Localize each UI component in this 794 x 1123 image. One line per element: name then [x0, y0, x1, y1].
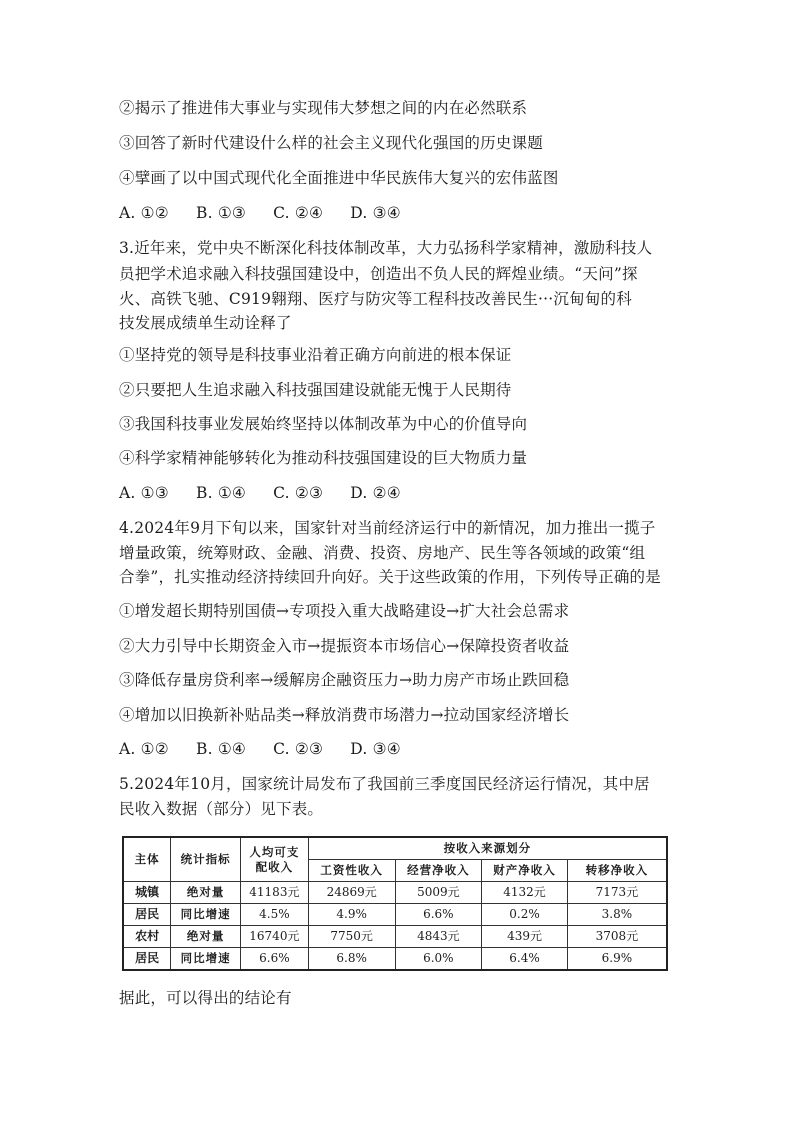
q4-option-4: ④增加以旧换新补贴品类→释放消费市场潜力→拉动国家经济增长 — [119, 706, 570, 724]
header-indicator: 统计指标 — [171, 837, 241, 882]
q2-option-4: ④擘画了以中国式现代化全面推进中华民族伟大复兴的宏伟蓝图 — [119, 169, 559, 187]
choice-c: C. ②④ — [273, 204, 324, 222]
q3-stem-line-4: 技发展成绩单生动诠释了 — [119, 314, 292, 332]
choice-d: D. ③④ — [350, 740, 401, 758]
q4-stem-line-1: 4.2024年9月下旬以来，国家针对当前经济运行中的新情况，加力推出一揽子 — [119, 519, 656, 537]
table-cell: 41183元 — [240, 882, 308, 904]
group-urban-line-1: 城镇 — [123, 882, 171, 904]
header-by-source: 按收入来源划分 — [308, 837, 667, 860]
q3-stem-line-2: 员把学术追求融入科技强国建设中，创造出不负人民的辉煌业绩。“天问”探 — [119, 265, 638, 283]
table-cell: 439元 — [482, 926, 568, 948]
choice-c: C. ②③ — [273, 740, 324, 758]
group-rural-line-2: 居民 — [123, 948, 171, 971]
q3-stem-line-3: 火、高铁飞驰、C919翱翔、医疗与防灾等工程科技改善民生···沉甸甸的科 — [119, 290, 632, 308]
choice-d: D. ③④ — [350, 204, 401, 222]
row-label-growth: 同比增速 — [171, 948, 241, 971]
header-business: 经营净收入 — [395, 860, 482, 882]
choice-a: A. ①③ — [119, 484, 169, 502]
group-urban-line-2: 居民 — [123, 904, 171, 926]
table-cell: 0.2% — [482, 904, 568, 926]
table-row — [123, 882, 667, 904]
table-cell: 24869元 — [308, 882, 395, 904]
group-rural-line-1: 农村 — [123, 926, 171, 948]
table-row — [123, 904, 667, 926]
table-cell: 6.6% — [240, 948, 308, 971]
row-label-absolute: 绝对量 — [171, 926, 241, 948]
table-cell: 6.0% — [395, 948, 482, 971]
row-label-absolute: 绝对量 — [171, 882, 241, 904]
q3-choices — [119, 483, 423, 503]
q4-stem-line-3: 合拳”，扎实推动经济持续回升向好。关于这些政策的作用，下列传导正确的是 — [119, 568, 661, 586]
q4-option-2: ②大力引导中长期资金入市→提振资本市场信心→保障投资者收益 — [119, 637, 570, 655]
q3-option-1: ①坚持党的领导是科技事业沿着正确方向前进的根本保证 — [119, 346, 512, 364]
header-subject: 主体 — [123, 837, 171, 882]
table-cell: 6.6% — [395, 904, 482, 926]
choice-a: A. ①② — [119, 740, 169, 758]
conclusion-prompt: 据此，可以得出的结论有 — [119, 989, 292, 1007]
choice-b: B. ①③ — [195, 204, 247, 222]
header-wage: 工资性收入 — [308, 860, 395, 882]
table-cell: 16740元 — [240, 926, 308, 948]
q4-stem-line-2: 增量政策，统筹财政、金融、消费、投资、房地产、民生等各领域的政策“组 — [119, 544, 646, 562]
choice-a: A. ①② — [119, 204, 169, 222]
q3-option-3: ③我国科技事业发展始终坚持以体制改革为中心的价值导向 — [119, 415, 528, 433]
table-cell: 7750元 — [308, 926, 395, 948]
table-row — [123, 926, 667, 948]
choice-b: B. ①④ — [195, 484, 247, 502]
q5-stem-line-1: 5.2024年10月，国家统计局发布了我国前三季度国民经济运行情况，其中居 — [119, 775, 650, 793]
header-disposable-line-1: 人均可支 — [249, 844, 300, 859]
q2-option-2: ②揭示了推进伟大事业与实现伟大梦想之间的内在必然联系 — [119, 99, 528, 117]
choice-b: B. ①④ — [195, 740, 247, 758]
q3-stem-line-1: 3.近年来，党中央不断深化科技体制改革，大力弘扬科学家精神，激励科技人 — [119, 239, 653, 257]
table-cell: 5009元 — [395, 882, 482, 904]
q3-option-2: ②只要把人生追求融入科技强国建设就能无愧于人民期待 — [119, 381, 512, 399]
table-cell: 3708元 — [567, 926, 667, 948]
table-cell: 6.4% — [482, 948, 568, 971]
q2-choices — [119, 203, 423, 223]
header-transfer: 转移净收入 — [567, 860, 667, 882]
header-disposable-line-2: 配收入 — [255, 859, 294, 874]
table-cell: 3.8% — [567, 904, 667, 926]
q3-option-4: ④科学家精神能够转化为推动科技强国建设的巨大物质力量 — [119, 449, 528, 467]
choice-c: C. ②③ — [273, 484, 324, 502]
table-cell: 6.8% — [308, 948, 395, 971]
table-cell: 7173元 — [567, 882, 667, 904]
table-cell: 4.9% — [308, 904, 395, 926]
table-cell: 4132元 — [482, 882, 568, 904]
row-label-growth: 同比增速 — [171, 904, 241, 926]
table-cell: 6.9% — [567, 948, 667, 971]
header-property: 财产净收入 — [482, 860, 568, 882]
q5-stem-line-2: 民收入数据（部分）见下表。 — [119, 800, 324, 818]
table-cell: 4843元 — [395, 926, 482, 948]
q4-option-3: ③降低存量房贷利率→缓解房企融资压力→助力房产市场止跌回稳 — [119, 671, 570, 689]
income-table — [122, 836, 668, 971]
q4-option-1: ①增发超长期特别国债→专项投入重大战略建设→扩大社会总需求 — [119, 602, 570, 620]
choice-d: D. ②④ — [350, 484, 401, 502]
q2-option-3: ③回答了新时代建设什么样的社会主义现代化强国的历史课题 — [119, 134, 543, 152]
q4-choices — [119, 739, 423, 759]
header-disposable-income — [240, 837, 308, 882]
table-row — [123, 948, 667, 971]
table-cell: 4.5% — [240, 904, 308, 926]
